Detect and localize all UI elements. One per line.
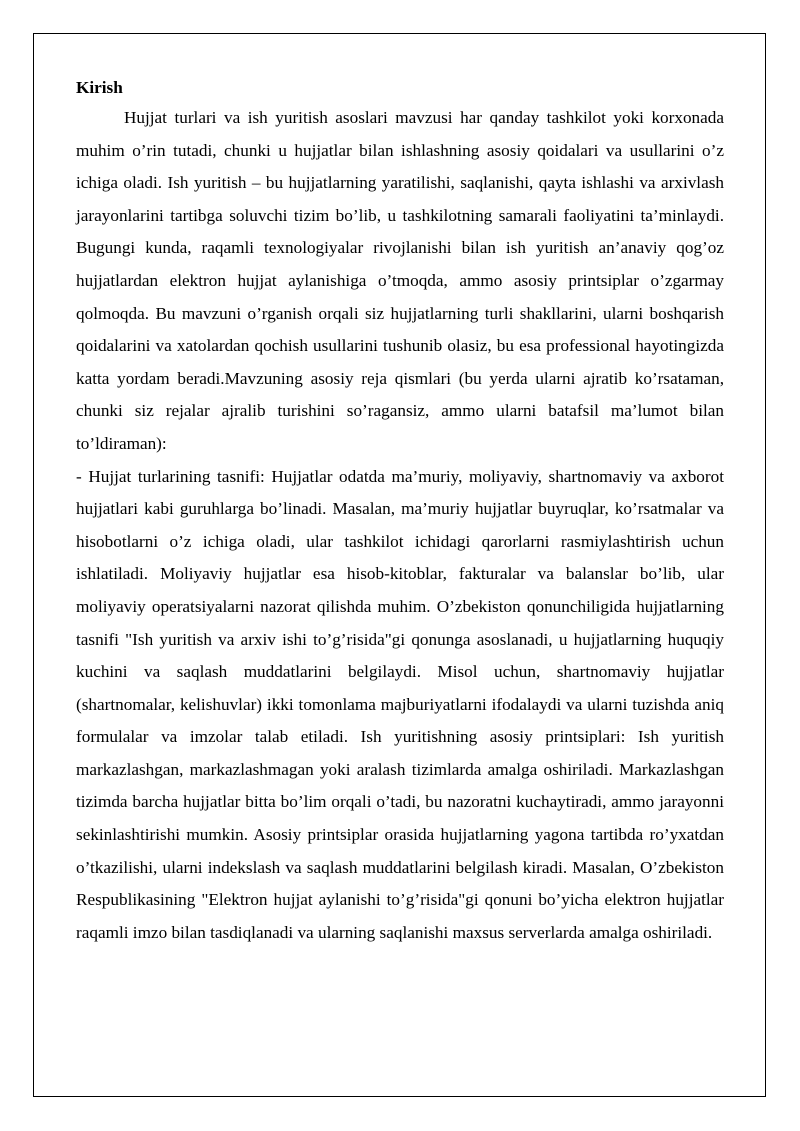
classification-paragraph: - Hujjat turlarining tasnifi: Hujjatlar odatda ma’muriy, moliyaviy, shartnomaviy va axborot hujjatlari kabi guruhlarga bo’linadi. Masalan, ma’muriy hujjatlar buyruqlar, ko’rsatmalar va hisobotlarni o’z ichiga oladi, ular tashkilot ichidagi qarorlarni rasmiylashtirish uchun ishlatiladi. Moliyaviy hujjatlar esa hisob-kitoblar, fakturalar va balanslar bo’lib, ular moliyaviy operatsiyalarni nazorat qilishda muhim. O’zbekiston qonunchiligida hujjatlarning tasnifi "Ish yuritish va arxiv ishi to’g’risida"gi qonunga asoslanadi, u hujjatlarning huquqiy kuchini va saqlash muddatlarini belgilaydi. Misol uchun, shartnomaviy hujjatlar (shartnomalar, kelishuvlar) ikki tomonlama majburiyatlarni ifodalaydi va ularni tuzishda aniq formulalar va imzolar talab etiladi. Ish yuritishning asosiy printsiplari: Ish yuritish markazlashgan, markazlashmagan yoki aralash tizimlarda amalga oshiriladi. Markazlashgan tizimda barcha hujjatlar bitta bo’lim orqali o’tadi, bu nazoratni kuchaytiradi, ammo jarayonni sekinlashtirishi mumkin. Asosiy printsiplar orasida hujjatlarning yagona tartibda ro’yxatdan o’tkazilishi, ularni indekslash va saqlash muddatlarini belgilash kiradi. Masalan, O’zbekiston Respublikasining "Elektron hujjat aylanishi to’g’risida"gi qonuni bo’yicha elektron hujjatlar raqamli imzo bilan tasdiqlanadi va ularning saqlanishi maxsus serverlarda amalga oshiriladi. bbox=[76, 466, 724, 942]
section-heading: Kirish bbox=[76, 78, 123, 97]
intro-paragraph: Hujjat turlari va ish yuritish asoslari mavzusi har qanday tashkilot yoki korxonada muhim o’rin tutadi, chunki u hujjatlar bilan ishlashning asosiy qoidalari va usullarini o’z ichiga oladi. Ish yuritish – bu hujjatlarning yaratilishi, saqlanishi, qayta ishlashi va arxivlash jarayonlarini tartibga soluvchi tizim bo’lib, u tashkilotning samarali faoliyatini ta’minlaydi. Bugungi kunda, raqamli texnologiyalar rivojlanishi bilan ish yuritish an’anaviy qog’oz hujjatlardan elektron hujjat aylanishiga o’tmoqda, ammo asosiy printsiplar o’zgarmay qolmoqda. Bu mavzuni o’rganish orqali siz hujjatlarning turli shakllarini, ularni boshqarish qoidalarini va xatolardan qochish usullarini tushunib olasiz, bu esa professional hayotingizda katta yordam beradi.Mavzuning asosiy reja qismlari (bu yerda ularni ajratib ko’rsataman, chunki siz rejalar ajralib turishini so’ragansiz, ammo ularni batafsil ma’lumot bilan to’ldiraman): bbox=[76, 108, 724, 453]
document-body bbox=[76, 74, 724, 949]
